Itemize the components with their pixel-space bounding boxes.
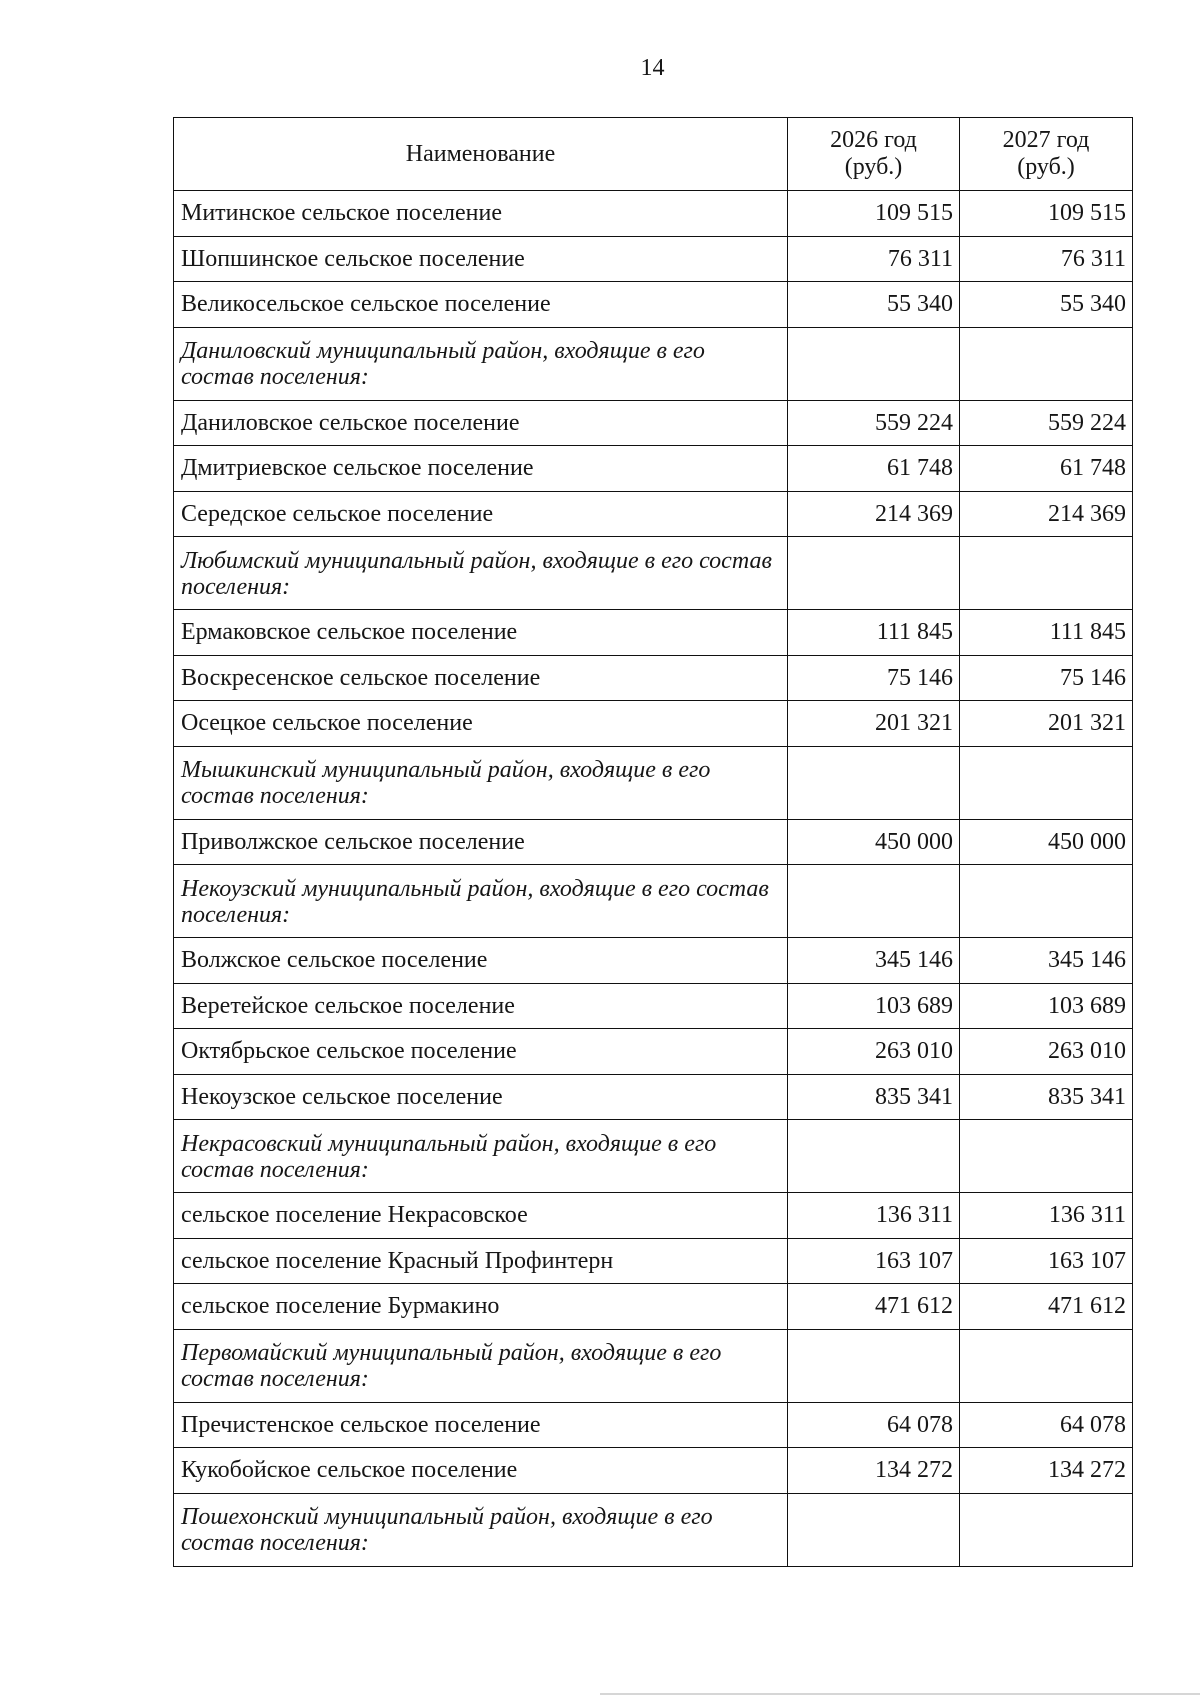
settlement-name: Великосельское сельское поселение — [174, 282, 788, 328]
settlement-name: сельское поселение Бурмакино — [174, 1284, 788, 1330]
table-header-row — [174, 118, 1133, 191]
table-row — [174, 819, 1133, 865]
district-row — [174, 865, 1133, 938]
table-row — [174, 655, 1133, 701]
value-2027: 163 107 — [960, 1238, 1133, 1284]
table-row — [174, 491, 1133, 537]
column-header-name-label: Наименование — [405, 140, 556, 167]
settlement-name: Даниловское сельское поселение — [174, 400, 788, 446]
district-name: Некрасовский муниципальный район, входящие в его состав поселения: — [174, 1120, 788, 1193]
value-2027: 559 224 — [960, 400, 1133, 446]
value-2027: 201 321 — [960, 701, 1133, 747]
settlement-name: Октябрьское сельское поселение — [174, 1029, 788, 1075]
settlement-name: сельское поселение Некрасовское — [174, 1193, 788, 1239]
value-2026-empty — [788, 746, 960, 819]
value-2026: 109 515 — [788, 191, 960, 237]
district-name: Любимский муниципальный район, входящие в его состав поселения: — [174, 537, 788, 610]
table-row — [174, 191, 1133, 237]
table-row — [174, 1238, 1133, 1284]
settlement-name: Ермаковское сельское поселение — [174, 610, 788, 656]
district-row — [174, 537, 1133, 610]
column-header-2027-year: 2027 год — [1002, 127, 1090, 153]
table-row — [174, 938, 1133, 984]
value-2027: 55 340 — [960, 282, 1133, 328]
table-row — [174, 1029, 1133, 1075]
value-2027: 345 146 — [960, 938, 1133, 984]
settlement-name: Веретейское сельское поселение — [174, 983, 788, 1029]
settlement-name: Волжское сельское поселение — [174, 938, 788, 984]
value-2026: 75 146 — [788, 655, 960, 701]
value-2027-empty — [960, 746, 1133, 819]
column-header-name — [174, 118, 788, 191]
district-name: Некоузский муниципальный район, входящие в его состав поселения: — [174, 865, 788, 938]
value-2027: 450 000 — [960, 819, 1133, 865]
value-2027: 61 748 — [960, 446, 1133, 492]
value-2026-empty — [788, 865, 960, 938]
value-2027-empty — [960, 327, 1133, 400]
table-row — [174, 282, 1133, 328]
district-name: Первомайский муниципальный район, входящие в его состав поселения: — [174, 1329, 788, 1402]
value-2027: 134 272 — [960, 1448, 1133, 1494]
value-2026: 214 369 — [788, 491, 960, 537]
value-2026-empty — [788, 537, 960, 610]
value-2027: 76 311 — [960, 236, 1133, 282]
value-2027: 471 612 — [960, 1284, 1133, 1330]
table-row — [174, 1193, 1133, 1239]
scan-edge-line — [600, 1693, 1200, 1695]
value-2027-empty — [960, 1329, 1133, 1402]
value-2026: 450 000 — [788, 819, 960, 865]
value-2026: 559 224 — [788, 400, 960, 446]
value-2026-empty — [788, 1120, 960, 1193]
district-name: Пошехонский муниципальный район, входящие в его состав поселения: — [174, 1493, 788, 1566]
district-row — [174, 327, 1133, 400]
settlement-name: Дмитриевское сельское поселение — [174, 446, 788, 492]
value-2026: 263 010 — [788, 1029, 960, 1075]
settlement-name: сельское поселение Красный Профинтерн — [174, 1238, 788, 1284]
settlement-name: Некоузское сельское поселение — [174, 1074, 788, 1120]
value-2027-empty — [960, 865, 1133, 938]
value-2026: 471 612 — [788, 1284, 960, 1330]
value-2026: 134 272 — [788, 1448, 960, 1494]
district-row — [174, 1493, 1133, 1566]
budget-table — [173, 117, 1133, 1567]
column-header-2026-year: 2026 год — [830, 127, 917, 153]
district-name: Даниловский муниципальный район, входящие в его состав поселения: — [174, 327, 788, 400]
value-2027-empty — [960, 1120, 1133, 1193]
value-2027: 111 845 — [960, 610, 1133, 656]
table-row — [174, 610, 1133, 656]
value-2027: 109 515 — [960, 191, 1133, 237]
settlement-name: Середское сельское поселение — [174, 491, 788, 537]
value-2027: 64 078 — [960, 1402, 1133, 1448]
column-header-2026 — [788, 118, 960, 191]
value-2026: 103 689 — [788, 983, 960, 1029]
value-2026: 64 078 — [788, 1402, 960, 1448]
settlement-name: Осецкое сельское поселение — [174, 701, 788, 747]
value-2026: 61 748 — [788, 446, 960, 492]
value-2027: 263 010 — [960, 1029, 1133, 1075]
value-2027: 136 311 — [960, 1193, 1133, 1239]
value-2026-empty — [788, 1493, 960, 1566]
value-2026: 136 311 — [788, 1193, 960, 1239]
value-2026-empty — [788, 327, 960, 400]
table-row — [174, 1448, 1133, 1494]
value-2026-empty — [788, 1329, 960, 1402]
value-2026: 201 321 — [788, 701, 960, 747]
value-2026: 76 311 — [788, 236, 960, 282]
district-name: Мышкинский муниципальный район, входящие в его состав поселения: — [174, 746, 788, 819]
column-header-2027-unit: (руб.) — [1017, 154, 1075, 180]
value-2027: 75 146 — [960, 655, 1133, 701]
table-row — [174, 236, 1133, 282]
value-2026: 55 340 — [788, 282, 960, 328]
column-header-2026-unit: (руб.) — [844, 154, 903, 180]
value-2027: 103 689 — [960, 983, 1133, 1029]
value-2027: 835 341 — [960, 1074, 1133, 1120]
settlement-name: Приволжское сельское поселение — [174, 819, 788, 865]
value-2026: 163 107 — [788, 1238, 960, 1284]
value-2026: 345 146 — [788, 938, 960, 984]
table-row — [174, 400, 1133, 446]
settlement-name: Митинское сельское поселение — [174, 191, 788, 237]
settlement-name: Кукобойское сельское поселение — [174, 1448, 788, 1494]
table-row — [174, 983, 1133, 1029]
table-row — [174, 1074, 1133, 1120]
settlement-name: Пречистенское сельское поселение — [174, 1402, 788, 1448]
table-row — [174, 1284, 1133, 1330]
district-row — [174, 746, 1133, 819]
table-row — [174, 1402, 1133, 1448]
value-2026: 835 341 — [788, 1074, 960, 1120]
settlement-name: Шопшинское сельское поселение — [174, 236, 788, 282]
value-2027: 214 369 — [960, 491, 1133, 537]
table-row — [174, 701, 1133, 747]
value-2027-empty — [960, 1493, 1133, 1566]
value-2026: 111 845 — [788, 610, 960, 656]
value-2027-empty — [960, 537, 1133, 610]
table-row — [174, 446, 1133, 492]
page-number: 14 — [640, 55, 665, 81]
district-row — [174, 1329, 1133, 1402]
district-row — [174, 1120, 1133, 1193]
column-header-2027 — [960, 118, 1133, 191]
settlement-name: Воскресенское сельское поселение — [174, 655, 788, 701]
